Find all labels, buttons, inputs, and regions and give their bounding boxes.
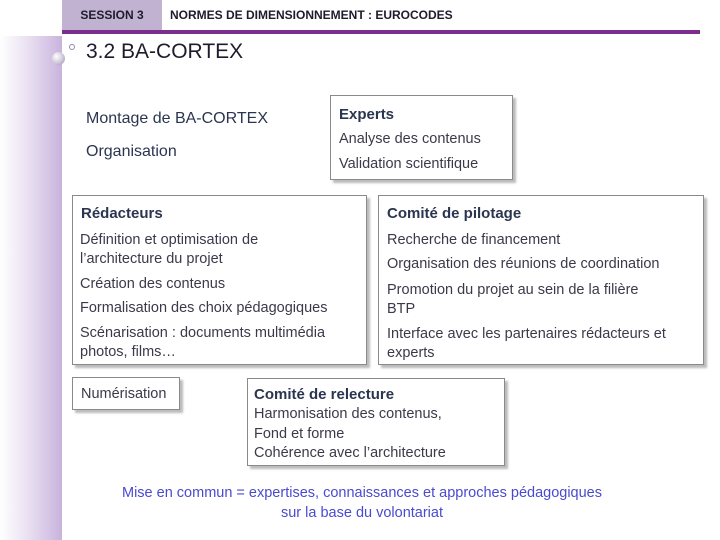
pilotage-item: Recherche de financement [387,232,561,248]
redacteurs-item: Formalisation des choix pédagogiques [80,300,328,316]
sidebar-gradient [0,36,62,540]
redacteurs-item: Création des contenus [80,276,226,292]
header-title: NORMES DE DIMENSIONNEMENT : EUROCODES [170,8,453,22]
slide-title: 3.2 BA-CORTEX [86,40,244,63]
session-tab: SESSION 3 [62,0,162,30]
experts-item: Analyse des contenus [339,131,481,147]
pilotage-box [378,195,704,365]
redacteurs-title: Rédacteurs [81,205,163,222]
footer-line-2: sur la base du volontariat [280,505,443,521]
relecture-title: Comité de relecture [254,386,395,403]
experts-title: Experts [339,106,395,123]
footer-line-1: Mise en commun = expertises, connaissances et approches pédagogiques [122,485,602,501]
redacteurs-item: Scénarisation : documents multimédia [80,325,326,341]
relecture-box [247,378,505,466]
footer-note [62,483,662,523]
redacteurs-item: Définition et optimisation de [80,232,259,248]
redacteurs-box [72,195,367,365]
pilotage-title: Comité de pilotage [387,205,522,222]
experts-item: Validation scientifique [339,156,479,172]
small-bullet-icon [69,44,75,50]
sphere-bullet-icon [52,52,65,65]
pilotage-item: experts [387,345,435,361]
numerisation-label: Numérisation [81,386,167,402]
organisation-label: Organisation [86,143,177,160]
relecture-item: Cohérence avec l’architecture [254,445,446,461]
relecture-item: Harmonisation des contenus, [254,406,442,422]
montage-label: Montage de BA-CORTEX [86,110,269,127]
numerisation-box [72,377,180,410]
experts-box [330,95,513,180]
pilotage-item: Organisation des réunions de coordination [387,256,660,272]
pilotage-item: Promotion du projet au sein de la filière [387,282,639,298]
redacteurs-item: l’architecture du projet [80,251,223,267]
pilotage-item: Interface avec les partenaires rédacteurs et [387,326,666,342]
header-rule [62,30,700,34]
redacteurs-item: photos, films… [80,344,176,360]
pilotage-item: BTP [387,301,416,317]
relecture-item: Fond et forme [254,426,345,442]
header-bar [0,0,720,30]
